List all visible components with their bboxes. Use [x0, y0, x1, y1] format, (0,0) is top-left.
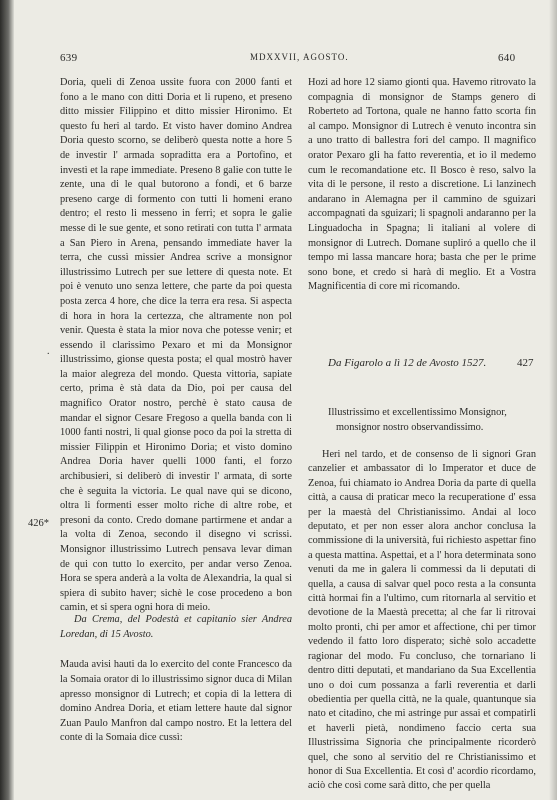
left-page-number: 639: [60, 52, 78, 64]
salutation-line-1: Illustrissimo et excellentissimo Monsignor,: [328, 407, 507, 418]
margin-note: 426*: [28, 518, 49, 529]
running-head: MDXXVII, AGOSTO.: [250, 52, 349, 62]
salutation: [328, 406, 528, 435]
left-column: [60, 76, 292, 616]
page-reference: 427: [517, 357, 534, 369]
left-paragraph-2: Mauda avisi hauti da lo exercito del conte Francesco da la Somaia orator di lo illustrissimo signor duca di Milan apresso monsignor di Lutrech; et copia di la lettera di domino Andrea Doria, et etiam lettere haute dal signor Zuan Paulo Manfron dal campo nostro. Et la lettera del conte di la Somaia dice cussì:: [60, 659, 292, 744]
left-heading-text: Da Crema, del Podestà et capitanio sier Andrea Loredan, di 15 Avosto.: [60, 614, 292, 640]
salutation-line-2: monsignor nostro observandissimo.: [336, 421, 484, 433]
right-column: [308, 76, 536, 295]
right-paragraph-1: Hozi ad hore 12 siamo gionti qua. Havemo ritrovato la compagnia di monsignor de Stamps genero di Roberteto ad Tortona, quale ne hanno fatto scorta fin al campo. Monsignor di Lutrech è venuto incontra sin a uno tratto di ballestra fori del campo. Il magnifico orator Pexaro gli ha fatto reverentia, et io il medemo cum le recomandatione etc. Il Bosco è reso, salvo la vita di le persone, il resto a discretione. Li lanzinech andarano in Alemagna per il cammino de sguizari accompagnati da sguizari; li spagnoli andaranno per la Linguadocha in Spagna; li italiani al volere di monsignor di Lutrech. Domane supliró a quello che il tempo mi lassa mancare hora; basta che per le prime sono bone, et credo si harà di meglio. Et a Vostra Magnificentia di core mi ricomando.: [308, 77, 536, 293]
letter-dateline: Da Figarolo a lì 12 de Avosto 1527.: [328, 357, 487, 369]
left-heading: [60, 603, 292, 653]
right-page-number: 640: [498, 52, 516, 64]
left-paragraph-2-block: [60, 648, 292, 756]
right-paragraph-2-block: [308, 448, 536, 794]
margin-dot: .: [47, 346, 50, 357]
left-paragraph-1: Doria, queli di Zenoa ussite fuora con 2000 fanti et fono a le mano con ditti Doria et li rupeno, et preseno ditto missier Filippino et ditto missier Hironimo. Et questo fu heri al tardo. Et visto haver domino Andrea Doria questo scorno, se deliberò questa notte a hore 5 de investir l' armada sopraditta era a Portofino, et investì et la rape immediate. Preseno 8 galie con tutte le zente, una di le qual butorono a fondi, et 6 barze preseno carge di formento con tutti li homeni erano dentro; el resto li messeno in ferri; et sopra le galie messe di le sue gente, et sono retirati con tutta l' armata a San Piero in Arena, pensando immediate haver la terra, che cussì missier Andrea scrive a monsignor illustrissimo Lutrech per sue lettere di questa note. Et poi è venuto uno senza lettere, che parte da poi questa posta zerca 4 hore, che dice la terra era resa. Si aspecta di hora in hora la certezza, che altramente non pol venir. Questa è stata la mior nova che potesse venir; et essendo il clarissimo Pexaro et mi da Monsignor illustrissimo, gionse questa posta; el qual mostrò haver la maior alegreza del mondo. Questa vittoria, sapiate certo, prima è stà data da Dio, poi per causa del magnifico Orator nostro, perchè è stato causa de mandar el signor Cesare Fregoso a quella banda con li 1000 fanti nostri, li qual gionse poco da poi la stretta di missier Filippin et Hironimo Doria; et visto domino Andrea Doria haver quelli 1000 fanti, el forzo archibusieri, si deliberò di investir l' armata, di sorte che è seguita la victoria. Le qual nave qui se dicono, oltra li formenti esser molto riche di altre robe, et presoni da conto. Credo domane partirmene et andar a la volta di Zenoa, secondo il disegno vi scrissi. Monsignor illustrissimo Lutrech pensava levar diman de qui con tutto lo exercito, per andar verso Zenoa. Hora se spera anderà a la volta de Alexandria, la qual si spiera di subito haver; sichè le cose procedeno a bon camin, et si spera ogni hora di meio.: [60, 77, 292, 614]
right-paragraph-2: Heri nel tardo, et de consenso de li signori Gran canzelier et ambassator di lo Imperator et duce de Zenoa, fui chiamato io Andrea Doria da parte di quella città, a causa di praticar meco la recuperatione d' essa per la maestà del Christianissimo. Andai al loco deputato, et per non esser alora anchor conclusa la commissione di la università, fui richiesto aspettar fino a questa mattina. Aspettai, et a l' hora determinata sono venuti da me in galera li commessi da li deputati di quella, a causa di salvar quel poco resta a la consunta città hormai fin a l'ultimo, cum ritornarla al servitio et devotione de la Maestà precetta; al che far li ritrovai molto pronti, chi per amor et affectione, chi per timor vedendo il fatto loro disperato; sichè solo accadette ragionar del modo. Fu concluso, che tornariano li dentro ditti deputati, et mandariano da Sua Excellentia uno o doi cum possanza a farli reverentia et darli obedientia per quella città, ne la quale, quantunque sia nato et citadino, che mi astringe pur assai et compatirli et haverli pietà, nondimeno faccio certa sua Illustrissima Signoria che principalmente ricorderò quel, che sono al servitio del re Christianissimo et honor di Sua Excellentia. Et così d' acordio ricordamo, aciò che così come sarà ditto, che per quella: [308, 449, 536, 792]
